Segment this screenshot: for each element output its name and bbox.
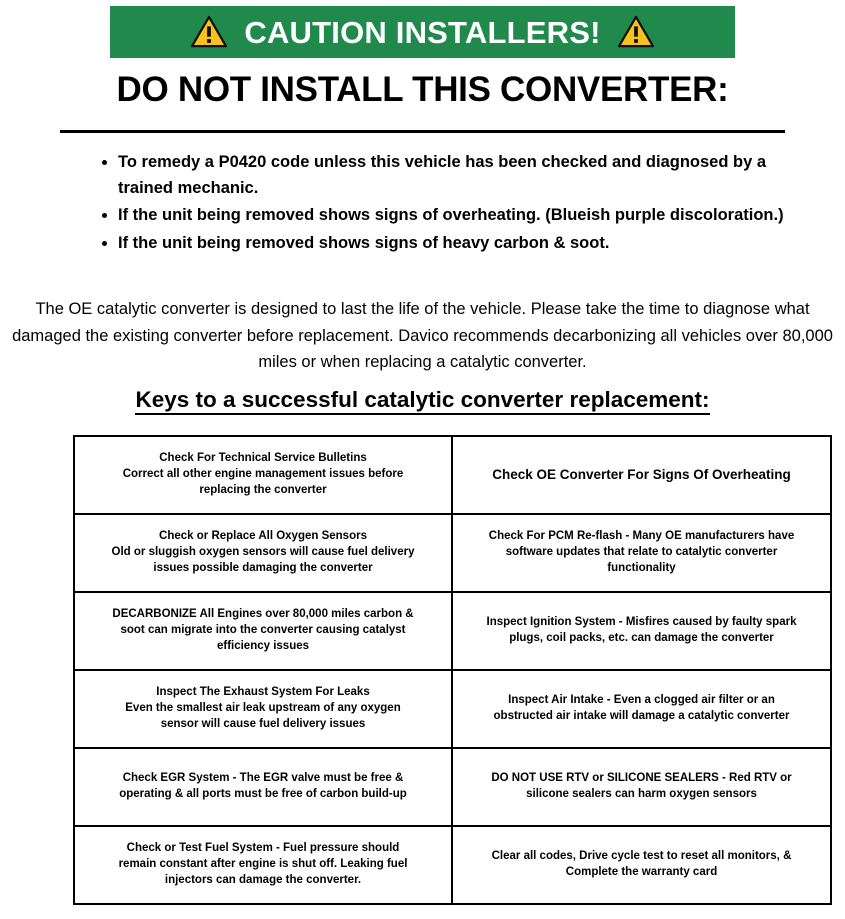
cell-line: Even the smallest air leak upstream of any oxygen <box>125 702 401 715</box>
cell-line: injectors can damage the converter. <box>164 873 362 886</box>
cell-line: issues possible damaging the converter <box>153 561 373 574</box>
cell-line: Old or sluggish oxygen sensors will cause fuel delivery <box>111 546 415 559</box>
cell-line: remain constant after engine is shut off. Leaking fuel <box>118 858 408 871</box>
table-row <box>74 592 831 670</box>
cell-line: Check OE Converter For Signs Of Overheating <box>492 466 791 482</box>
page-title: DO NOT INSTALL THIS CONVERTER: <box>116 70 729 109</box>
cell-line: software updates that relate to catalytic converter <box>505 546 778 559</box>
table-row <box>74 670 831 748</box>
cell-line: DECARBONIZE All Engines over 80,000 miles carbon & <box>112 608 414 621</box>
cell-line: replacing the converter <box>199 483 327 496</box>
table-row <box>74 514 831 592</box>
cell-line: Check or Replace All Oxygen Sensors <box>159 530 367 543</box>
caution-banner-text: CAUTION INSTALLERS! <box>244 14 601 50</box>
table-row <box>74 436 831 514</box>
cell-line: obstructed air intake will damage a catalytic converter <box>493 710 790 722</box>
table-row <box>74 748 831 826</box>
cell-line: Inspect Ignition System - Misfires caused by faulty spark <box>486 616 797 629</box>
keys-heading-text: Keys to a successful catalytic converter replacement: <box>135 387 709 415</box>
table-cell <box>452 592 831 670</box>
cell-line: DO NOT USE RTV or SILICONE SEALERS - Red RTV or <box>491 772 792 785</box>
cell-line: silicone sealers can harm oxygen sensors <box>526 788 757 800</box>
table-cell <box>74 670 452 748</box>
cell-line: Check For PCM Re-flash - Many OE manufacturers have <box>488 530 795 543</box>
cell-line: plugs, coil packs, etc. can damage the converter <box>509 632 774 644</box>
cell-line: sensor will cause fuel delivery issues <box>160 717 366 730</box>
table-cell <box>452 514 831 592</box>
cell-line: Check EGR System - The EGR valve must be free & <box>122 772 404 785</box>
cell-line: Check or Test Fuel System - Fuel pressure should <box>126 842 400 855</box>
table-cell <box>74 826 452 904</box>
cell-line: Complete the warranty card <box>565 866 718 878</box>
cell-line: Clear all codes, Drive cycle test to reset all monitors, & <box>491 850 792 863</box>
keys-heading <box>0 387 845 413</box>
table-row <box>74 826 831 904</box>
list-item: • If the unit being removed shows signs of heavy carbon & soot. <box>118 231 798 257</box>
caution-banner <box>110 6 735 58</box>
replacement-keys-table <box>73 435 832 905</box>
cell-line: Correct all other engine management issues before <box>122 468 404 481</box>
table-cell <box>74 436 452 514</box>
warning-triangle-icon <box>190 15 228 49</box>
cell-line: operating & all ports must be free of carbon build-up <box>119 788 407 800</box>
table-cell <box>74 748 452 826</box>
intro-paragraph: The OE catalytic converter is designed to last the life of the vehicle. Please take the time to diagnose what damaged the existing converter before replacement. Davico recommends decarbonizing all vehicles over 80,000 miles or when replacing a catalytic converter. <box>12 300 833 372</box>
table-cell <box>452 436 831 514</box>
do-not-install-list <box>92 150 798 258</box>
table-cell <box>74 592 452 670</box>
warning-triangle-icon <box>617 15 655 49</box>
list-item: • To remedy a P0420 code unless this vehicle has been checked and diagnosed by a trained mechanic. <box>118 150 798 201</box>
cell-line: functionality <box>607 561 676 574</box>
cell-line: Check For Technical Service Bulletins <box>159 452 367 465</box>
cell-line: soot can migrate into the converter causing catalyst <box>120 624 406 637</box>
cell-line: efficiency issues <box>216 639 310 652</box>
list-item: • If the unit being removed shows signs of overheating. (Blueish purple discoloration.) <box>118 203 798 229</box>
table-cell <box>452 748 831 826</box>
cell-line: Inspect The Exhaust System For Leaks <box>156 686 370 699</box>
table-cell <box>74 514 452 592</box>
horizontal-divider <box>60 130 785 133</box>
cell-line: Inspect Air Intake - Even a clogged air filter or an <box>508 694 775 707</box>
table-cell <box>452 826 831 904</box>
table-cell <box>452 670 831 748</box>
